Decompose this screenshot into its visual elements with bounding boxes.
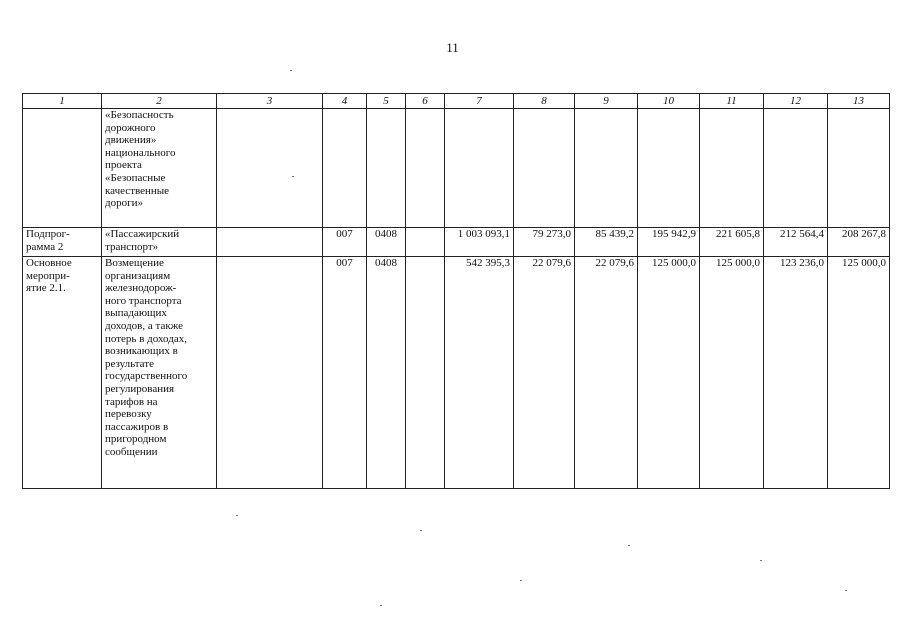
row-type-cell: Подпрог- рамма 2 (23, 228, 102, 257)
table-cell (764, 109, 828, 228)
table-cell: 79 273,0 (514, 228, 575, 257)
scan-speck (290, 70, 292, 71)
table-cell: 85 439,2 (575, 228, 638, 257)
table-cell: 212 564,4 (764, 228, 828, 257)
table-cell (700, 109, 764, 228)
column-header: 2 (102, 94, 217, 109)
scan-speck (520, 580, 522, 581)
table-cell (406, 257, 445, 489)
table-cell: 0408 (367, 228, 406, 257)
column-header: 5 (367, 94, 406, 109)
table-cell (217, 109, 323, 228)
table-cell (514, 109, 575, 228)
scan-speck (420, 530, 422, 531)
page-number: 11 (446, 40, 459, 55)
table-cell: 1 003 093,1 (445, 228, 514, 257)
scan-speck (236, 515, 238, 516)
table-cell (828, 109, 890, 228)
column-header: 8 (514, 94, 575, 109)
table-cell (575, 109, 638, 228)
table-cell: 195 942,9 (638, 228, 700, 257)
table-row (23, 228, 890, 257)
table-cell: 007 (323, 257, 367, 489)
scan-speck (845, 590, 847, 591)
table-cell (367, 109, 406, 228)
column-header: 7 (445, 94, 514, 109)
table-cell: 208 267,8 (828, 228, 890, 257)
table-cell: 125 000,0 (700, 257, 764, 489)
scan-speck (292, 176, 294, 177)
column-header: 4 (323, 94, 367, 109)
table-cell (445, 109, 514, 228)
table-cell: 125 000,0 (828, 257, 890, 489)
column-header: 11 (700, 94, 764, 109)
table-cell: 221 605,8 (700, 228, 764, 257)
table-cell: 0408 (367, 257, 406, 489)
row-description-cell: Возмещение организациям железнодорож- ного транспорта выпадающих доходов, а также потерь в доходах, возникающих в результате государственного регулирования тарифов на перевозку пассажиров в пригородном сообщении (102, 257, 217, 489)
row-description-cell: «Пассажирский транспорт» (102, 228, 217, 257)
row-description-cell: «Безопасность дорожного движения» национального проекта «Безопасные качественные дороги» (102, 109, 217, 228)
row-type-cell: Основное меропри- ятие 2.1. (23, 257, 102, 489)
column-header: 3 (217, 94, 323, 109)
table-cell (217, 228, 323, 257)
table-cell: 542 395,3 (445, 257, 514, 489)
table-row (23, 109, 890, 228)
column-header: 6 (406, 94, 445, 109)
table-cell: 125 000,0 (638, 257, 700, 489)
column-number-row (23, 94, 890, 109)
column-header: 13 (828, 94, 890, 109)
table-cell: 123 236,0 (764, 257, 828, 489)
scan-speck (760, 560, 762, 561)
table-cell (406, 228, 445, 257)
row-type-cell (23, 109, 102, 228)
column-header: 9 (575, 94, 638, 109)
column-header: 10 (638, 94, 700, 109)
table-cell: 22 079,6 (575, 257, 638, 489)
scan-speck (628, 545, 630, 546)
table-cell (323, 109, 367, 228)
table-cell: 007 (323, 228, 367, 257)
column-header: 12 (764, 94, 828, 109)
table-row (23, 257, 890, 489)
table-cell (638, 109, 700, 228)
budget-table (22, 93, 890, 489)
scan-speck (380, 605, 382, 606)
table-cell (406, 109, 445, 228)
table-cell (217, 257, 323, 489)
table-cell: 22 079,6 (514, 257, 575, 489)
column-header: 1 (23, 94, 102, 109)
